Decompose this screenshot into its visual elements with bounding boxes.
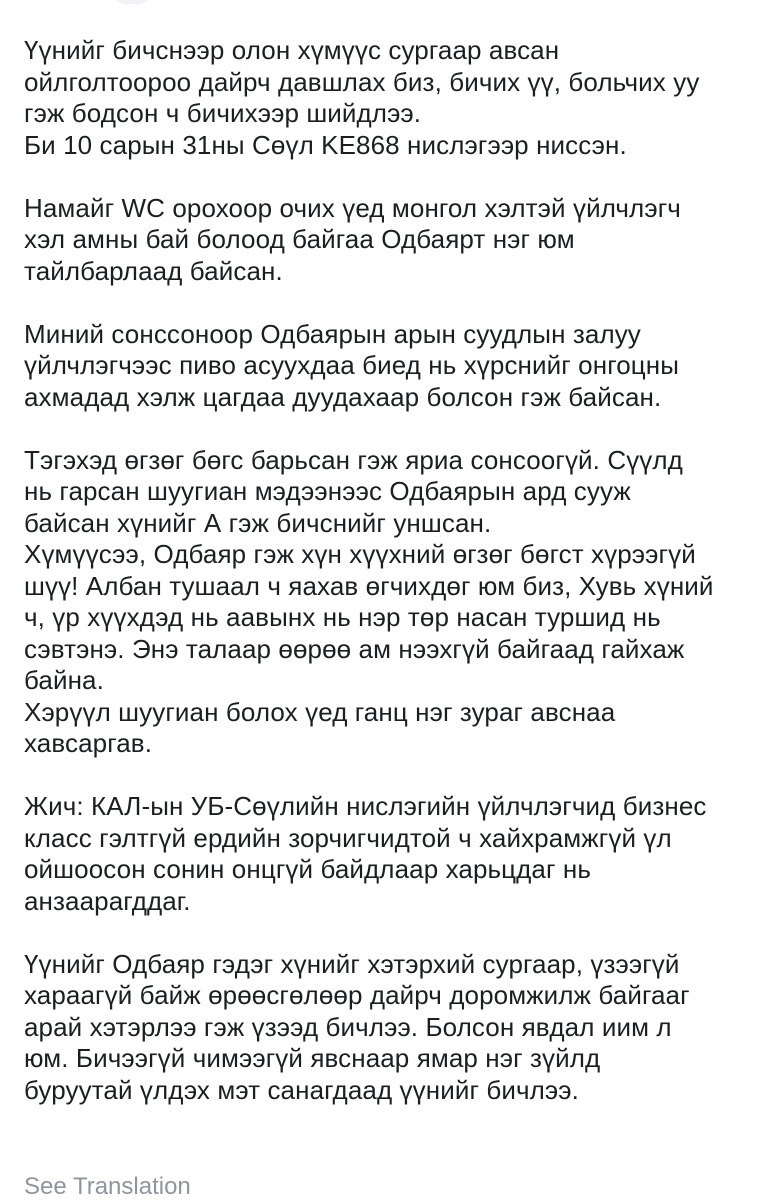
post-text-body (24, 35, 754, 1106)
post-text-line: байна. (24, 665, 104, 695)
post-text-line: ахмадад хэлж цагдаа дуудахаар болсон гэж байсан. (24, 381, 662, 412)
post-text-line: Жич: КАЛ-ын УБ-Сөүлийн нислэгийн үйлчлэгчид бизнес (24, 791, 707, 821)
post-text-line: юм. Бичээгүй чимээгүй явснаар ямар нэг зүйлд (24, 1043, 601, 1073)
post-text-line: класс гэлтгүй ердийн зорчигчидтой ч хайхрамжгүй үл (24, 822, 672, 853)
paragraph-gap (24, 287, 754, 319)
post-text-line: ойшоосон сонин онцгүй байдлаар харьцдаг нь (24, 854, 591, 884)
top-avatar-fragment (112, 0, 152, 4)
paragraph-gap (24, 161, 754, 193)
post-text-line: тайлбарлаад байсан. (24, 255, 283, 286)
post-text-line: гэж бодсон ч бичихээр шийдлээ. (24, 98, 422, 128)
post-text-line: Намайг WC орохоор очих үед монгол хэлтэй үйлчлэгч (24, 192, 681, 223)
post-text-line: Үүнийг бичснээр олон хүмүүс сургаар авсан (24, 35, 560, 65)
post-text-line: шүү! Албан тушаал ч яахав өгчихдөг юм биз, Хувь хүний (24, 570, 714, 601)
post-text-line: ч, үр хүүхдэд нь аавынх нь нэр төр насан туршид нь (24, 602, 661, 632)
post-text-line: Миний сонссоноор Одбаярын арын суудлын залуу (24, 318, 641, 349)
paragraph-gap (24, 917, 754, 949)
post-text-line: Тэгэхэд өгзөг бөгс барьсан гэж яриа сонсоогүй. Сүүлд (24, 444, 683, 475)
see-translation-link[interactable]: See Translation (24, 1173, 191, 1200)
paragraph-gap (24, 413, 754, 445)
post-text-line: Үүнийг Одбаяр гэдэг хүнийг хэтэрхий сургаар, үзээгүй (24, 948, 680, 979)
post-text-line: Би 10 сарын 31ны Сөүл KE868 нислэгээр ниссэн. (24, 129, 627, 160)
paragraph-gap (24, 760, 754, 792)
post-text-line: хавсаргав. (24, 728, 153, 758)
post-text-line: Хэрүүл шуугиан болох үед ганц нэг зураг авснаа (24, 696, 616, 727)
post-text-line: нь гарсан шуугиан мэдээнээс Одбаярын ард сууж (24, 476, 631, 506)
post-text-line: байсан хүнийг А гэж бичснийг уншсан. (24, 507, 492, 538)
post-text-line: үйлчлэгчээс пиво асуухдаа биед нь хүрснийг онгоцны (24, 350, 679, 380)
post-text-line: Хүмүүсээ, Одбаяр гэж хүн хүүхний өгзөг бөгст хүрээгүй (24, 539, 696, 569)
post-text-line: хараагүй байж өрөөсгөлөөр дайрч доромжилж байгааг (24, 980, 690, 1010)
post-text-line: сэвтэнэ. Энэ талаар өөрөө ам нээхгүй байгаад гайхаж (24, 633, 685, 664)
post-text-line: буруутай үлдэх мэт санагдаад үүнийг бичлээ. (24, 1074, 579, 1105)
post-text-line: хэл амны бай болоод байгаа Одбаярт нэг юм (24, 224, 575, 254)
post-text-line: ойлголтоороо дайрч давшлах биз, бичих үү, больчих уу (24, 66, 700, 97)
post-text-line: анзаарагддаг. (24, 885, 191, 916)
post-text-line: арай хэтэрлээ гэж үзээд бичлээ. Болсон явдал иим л (24, 1011, 672, 1042)
